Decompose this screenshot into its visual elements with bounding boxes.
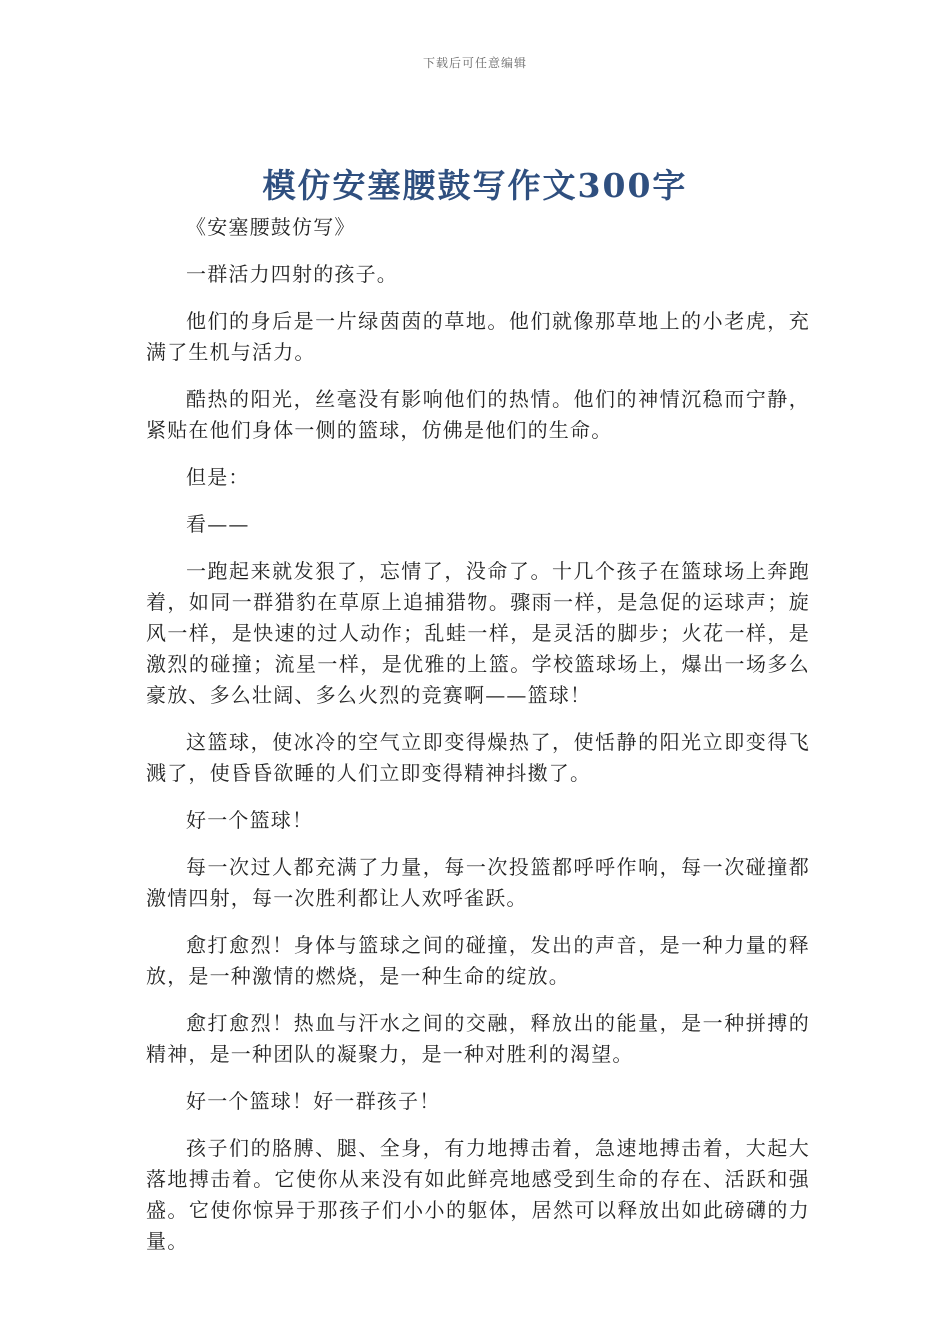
paragraph: 愈打愈烈！热血与汗水之间的交融，释放出的能量，是一种拼搏的精神，是一种团队的凝聚力，是一种对胜利的渴望。 (146, 1011, 810, 1066)
paragraph: 酷热的阳光，丝毫没有影响他们的热情。他们的神情沉稳而宁静，紧贴在他们身体一侧的篮球，仿佛是他们的生命。 (146, 387, 810, 442)
paragraph: 孩子们的胳膊、腿、全身，有力地搏击着，急速地搏击着，大起大落地搏击着。它使你从来没有如此鲜亮地感受到生命的存在、活跃和强盛。它使你惊异于那孩子们小小的躯体，居然可以释放出如此磅礴的力量。 (146, 1136, 810, 1253)
paragraph: 但是： (186, 465, 250, 489)
paragraph: 这篮球，使冰冷的空气立即变得燥热了，使恬静的阳光立即变得飞溅了，使昏昏欲睡的人们立即变得精神抖擞了。 (146, 730, 810, 785)
paragraph: 好一个篮球！好一群孩子！ (186, 1089, 441, 1113)
paragraph: 好一个篮球！ (186, 808, 314, 832)
paragraph: 一跑起来就发狠了，忘情了，没命了。十几个孩子在篮球场上奔跑着，如同一群猎豹在草原上追捕猎物。骤雨一样，是急促的运球声；旋风一样，是快速的过人动作；乱蛙一样，是灵活的脚步；火花一样，是激烈的碰撞；流星一样，是优雅的上篮。学校篮球场上，爆出一场多么豪放、多么壮阔、多么火烈的竞赛啊——篮球！ (146, 559, 810, 707)
paragraph: 愈打愈烈！身体与篮球之间的碰撞，发出的声音，是一种力量的释放，是一种激情的燃烧，是一种生命的绽放。 (146, 933, 810, 988)
paragraph-subtitle: 《安塞腰鼓仿写》 (186, 215, 356, 239)
paragraph: 他们的身后是一片绿茵茵的草地。他们就像那草地上的小老虎，充满了生机与活力。 (146, 309, 810, 364)
page-header-note: 下载后可任意编辑 (422, 56, 527, 70)
paragraph: 看—— (186, 512, 250, 536)
document-title: 模仿安塞腰鼓写作文300字 (262, 166, 688, 205)
paragraph: 每一次过人都充满了力量，每一次投篮都呼呼作响，每一次碰撞都激情四射，每一次胜利都让人欢呼雀跃。 (146, 855, 810, 910)
paragraph: 一群活力四射的孩子。 (186, 262, 398, 286)
document-body (146, 212, 810, 1273)
